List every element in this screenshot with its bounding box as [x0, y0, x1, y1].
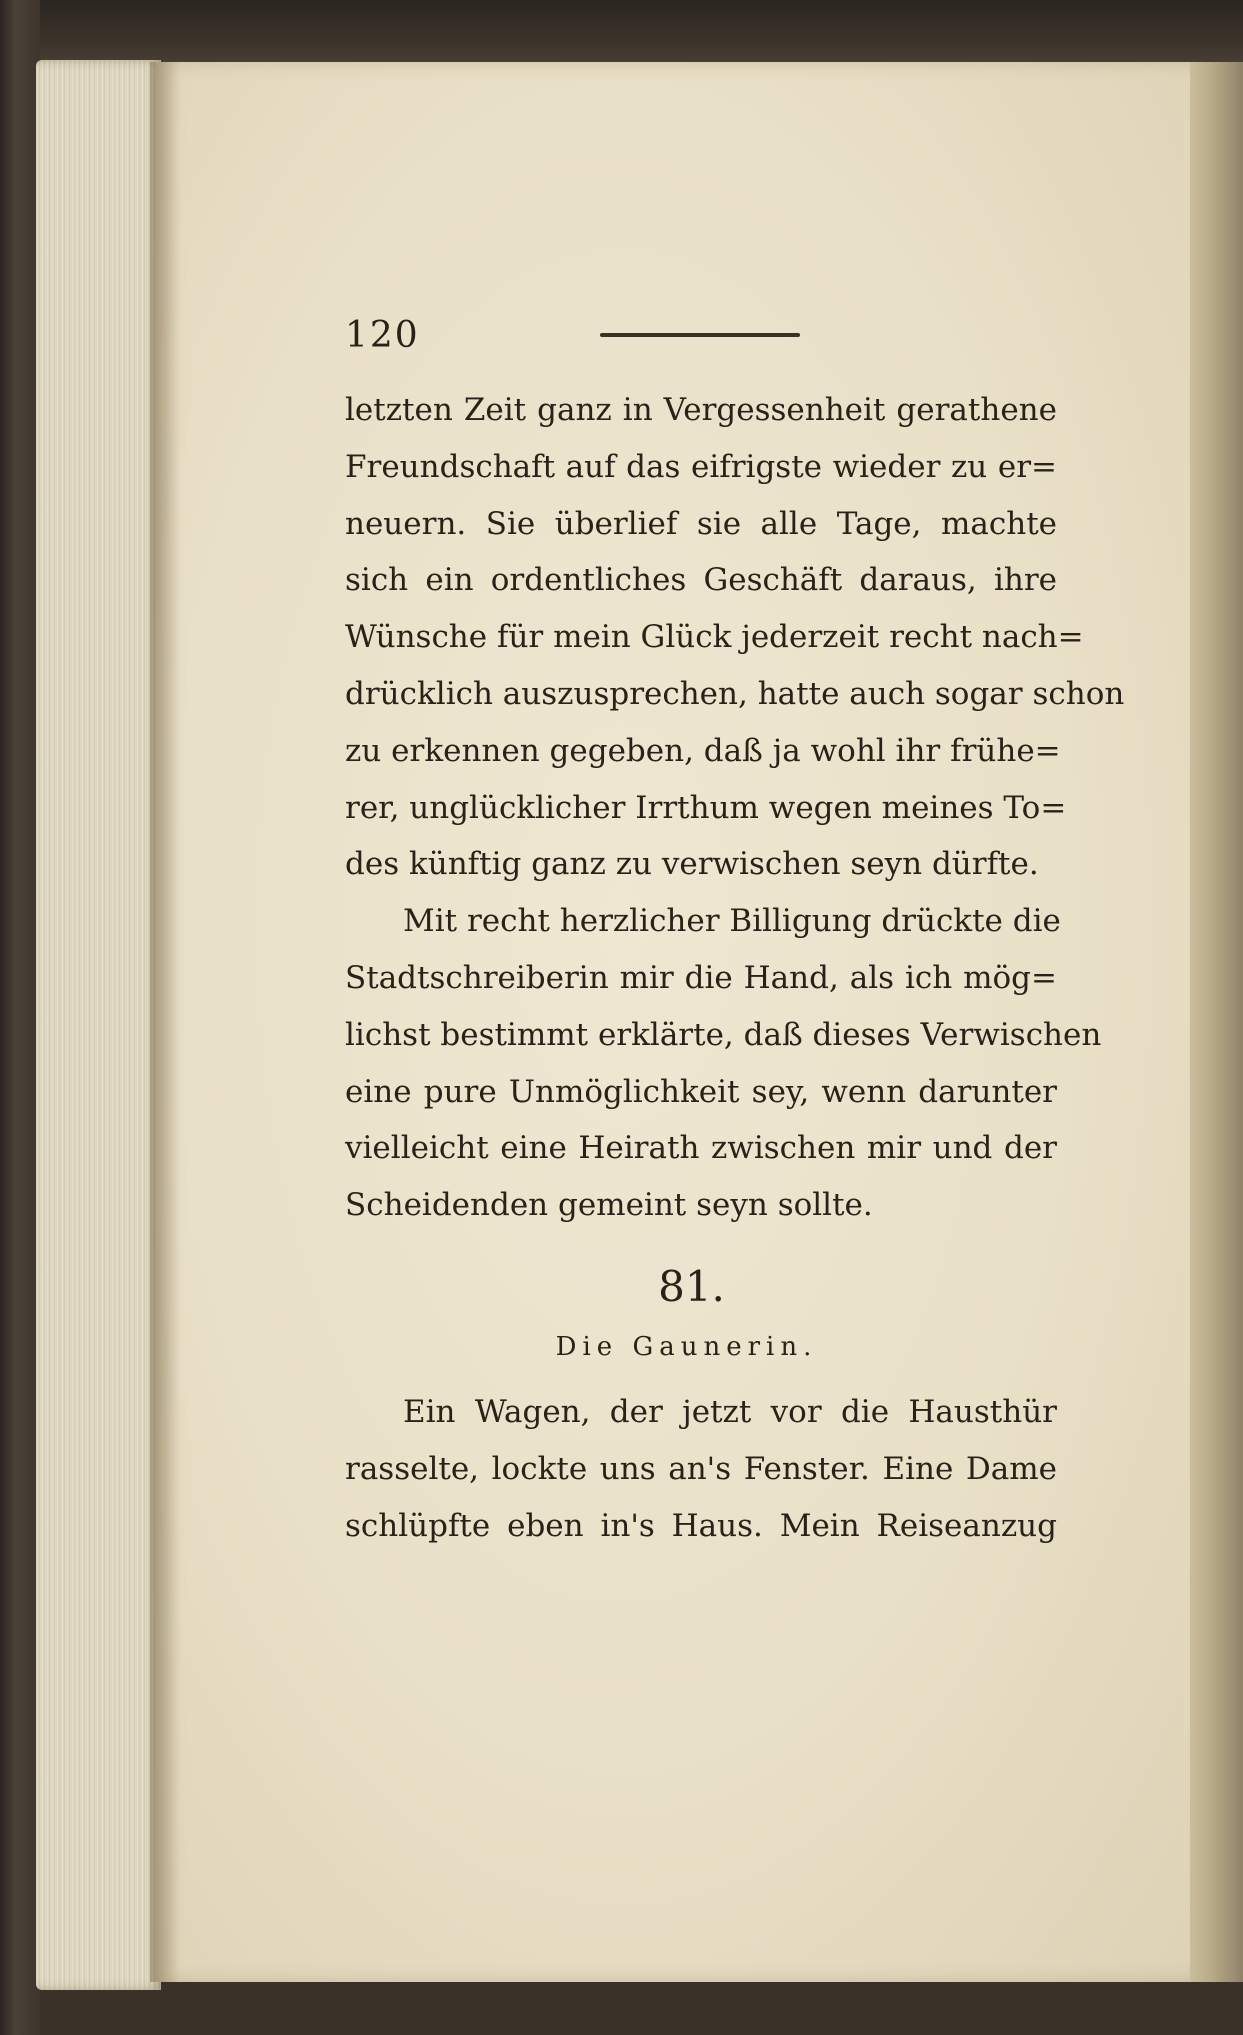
text-line: Wünsche für mein Glück jederzeit recht nach=: [345, 619, 1084, 656]
page-right-edge: [1190, 62, 1243, 1982]
text-line: schlüpfte eben in's Haus. Mein Reiseanzug: [345, 1508, 1057, 1544]
text-line: rasselte, lockte uns an's Fenster. Eine Dame: [345, 1451, 1057, 1487]
text-line: Ein Wagen, der jetzt vor die Hausthür: [403, 1394, 1057, 1430]
chapter-number: 81.: [658, 1262, 725, 1311]
stacked-page-edges: [36, 60, 161, 1990]
text-line: Stadtschreiberin mir die Hand, als ich mög=: [345, 959, 1057, 996]
spine-shadow: [150, 62, 180, 1982]
text-line: drücklich auszusprechen, hatte auch sogar schon: [345, 675, 1125, 712]
text-line: vielleicht eine Heirath zwischen mir und der: [345, 1130, 1057, 1167]
text-line: sich ein ordentliches Geschäft daraus, ihre: [345, 562, 1057, 599]
book-cover-left: [0, 0, 40, 2035]
text-line: lichst bestimmt erklärte, daß dieses Verwischen: [345, 1016, 1102, 1053]
text-line: eine pure Unmöglichkeit sey, wenn darunter: [345, 1073, 1057, 1110]
book-cover-top: [0, 0, 1243, 70]
text-line: Freundschaft auf das eifrigste wieder zu er=: [345, 448, 1057, 485]
text-line: neuern. Sie überlief sie alle Tage, machte: [345, 505, 1057, 542]
chapter-title: Die Gaunerin.: [555, 1332, 818, 1362]
page-number: 120: [345, 315, 420, 356]
top-text-block: [345, 382, 1125, 1234]
bottom-text-block: [345, 1384, 1057, 1555]
header-rule: [600, 333, 800, 337]
text-line: zu erkennen gegeben, daß ja wohl ihr frühe=: [345, 732, 1061, 769]
text-line: des künftig ganz zu verwischen seyn dürfte.: [345, 846, 1039, 883]
text-line: Scheidenden gemeint seyn sollte.: [345, 1187, 873, 1224]
text-line: Mit recht herzlicher Billigung drückte die: [403, 903, 1061, 940]
text-line: letzten Zeit ganz in Vergessenheit gerathene: [345, 392, 1057, 428]
text-line: rer, unglücklicher Irrthum wegen meines To=: [345, 789, 1067, 826]
